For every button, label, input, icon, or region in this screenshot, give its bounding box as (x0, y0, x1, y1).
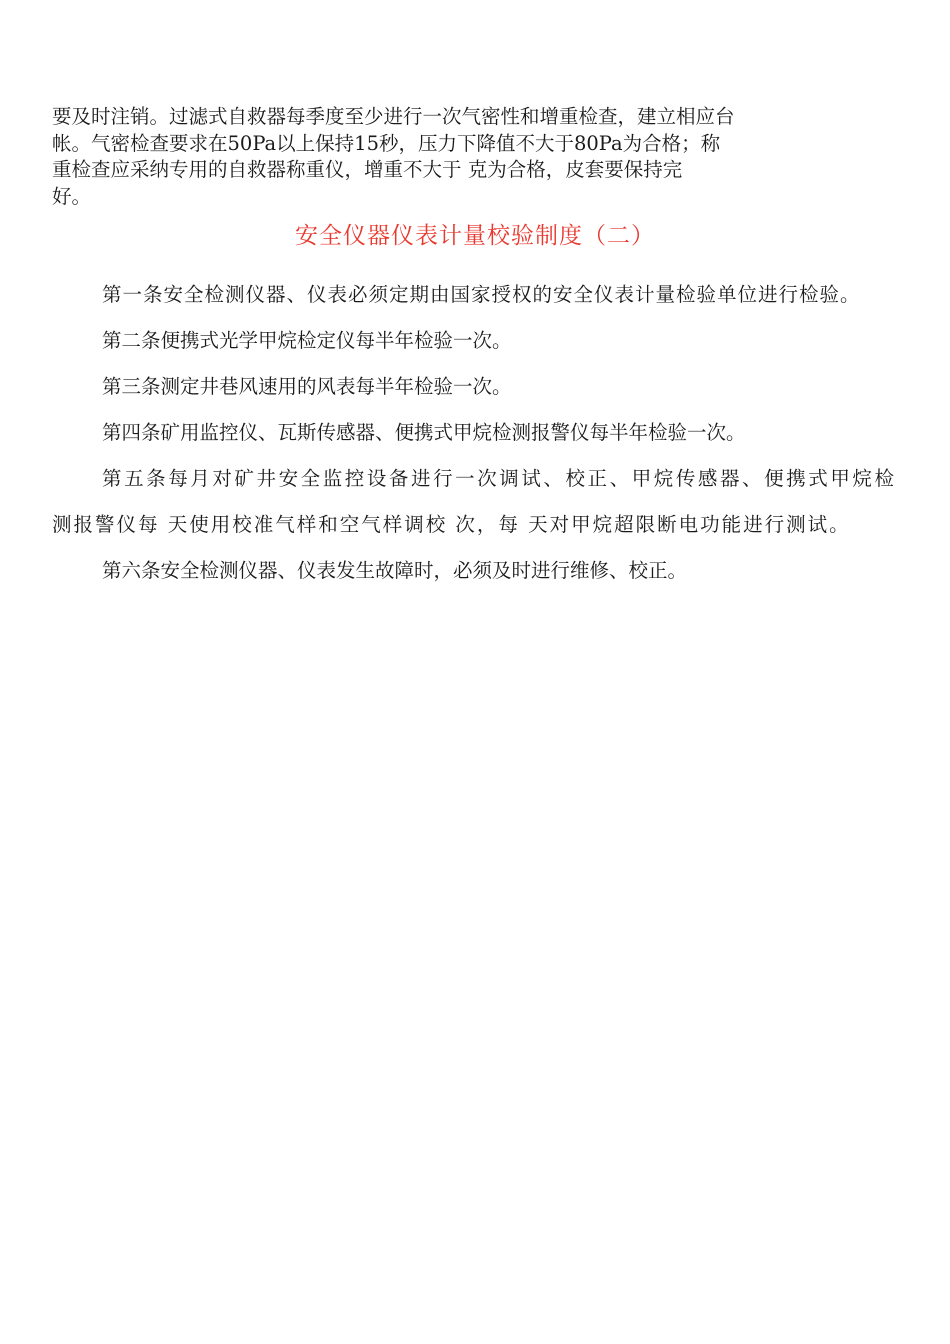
article-3: 第三条测定井巷风速用的风表每半年检验一次。 (102, 375, 512, 398)
article-6: 第六条安全检测仪器、仪表发生故障时，必须及时进行维修、校正。 (102, 559, 688, 582)
paragraph-line: 要及时注销。过滤式自救器每季度至少进行一次气密性和增重检查，建立相应台 (52, 105, 735, 128)
paragraph-line: 好。 (52, 184, 92, 208)
continued-paragraph (52, 104, 842, 210)
article-2: 第二条便携式光学甲烷检定仪每半年检验一次。 (102, 329, 512, 352)
article-5: 第五条每月对矿井安全监控设备进行一次调试、校正、甲烷传感器、便携式甲烷检测报警仪每 天使用校准气样和空气样调校 次，每 天对甲烷超限断电功能进行测试。 (52, 467, 896, 536)
article-list (52, 272, 896, 594)
section-title: 安全仪器仪表计量校验制度（二） (295, 223, 655, 249)
paragraph-line: 重检查应采纳专用的自救器称重仪，增重不大于 克为合格，皮套要保持完 (52, 158, 683, 181)
article-1: 第一条安全检测仪器、仪表必须定期由国家授权的安全仪表计量检验单位进行检验。 (102, 283, 861, 306)
paragraph-line: 帐。气密检查要求在50Pa以上保持15秒，压力下降值不大于80Pa为合格；称 (52, 131, 721, 155)
article-4: 第四条矿用监控仪、瓦斯传感器、便携式甲烷检测报警仪每半年检验一次。 (102, 421, 746, 444)
